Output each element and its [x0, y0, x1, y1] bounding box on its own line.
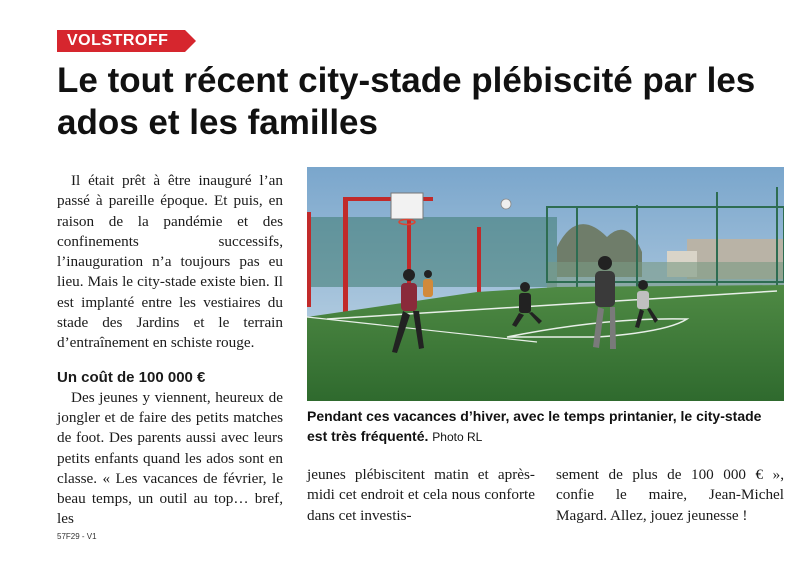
photo-caption-text: Pendant ces vacances d’hiver, avec le temps printanier, le city-stade est très fréquenté.: [307, 408, 762, 444]
city-stade-photo-illustration: [307, 167, 784, 401]
article-photo: [307, 167, 784, 401]
body-paragraph-1: Des jeunes y viennent, heureux de jongler et de faire des petits matches de foot. Des parents aussi avec leurs petits enfants quand les ados sont en classe. « Les vacances de février, le beau temps, un outil au top… bref, les: [57, 388, 283, 528]
text-column-3: [556, 465, 784, 526]
body-paragraph-3: sement de plus de 100 000 € », confie le maire, Jean-Michel Magard. Allez, jouez jeunesse !: [556, 466, 784, 524]
body-paragraph-2: jeunes plébiscitent matin et après-midi cet endroit et cela nous conforte dans cet investis-: [307, 466, 535, 524]
headline: Le tout récent city-stade plébiscité par les ados et les familles: [57, 61, 756, 142]
photo-credit: Photo RL: [432, 430, 483, 444]
photo-caption: [307, 406, 784, 447]
text-column-2: [307, 465, 535, 526]
intro-paragraph: Il était prêt à être inauguré l’an passé à pareille époque. Et puis, en raison de la pandémie et des confinements successifs, l’inauguration n’a toujours pas eu lieu. Mais le city-stade existe bien. Il est implanté entre les vestiaires du stade des Jardins et le terrain d’entraînement en schiste rouge.: [57, 172, 283, 352]
text-column-1: [57, 171, 283, 530]
section-tag: VOLSTROFF: [57, 30, 185, 52]
page-folio: 57F29 - V1: [57, 532, 97, 541]
subhead: Un coût de 100 000 €: [57, 368, 206, 386]
